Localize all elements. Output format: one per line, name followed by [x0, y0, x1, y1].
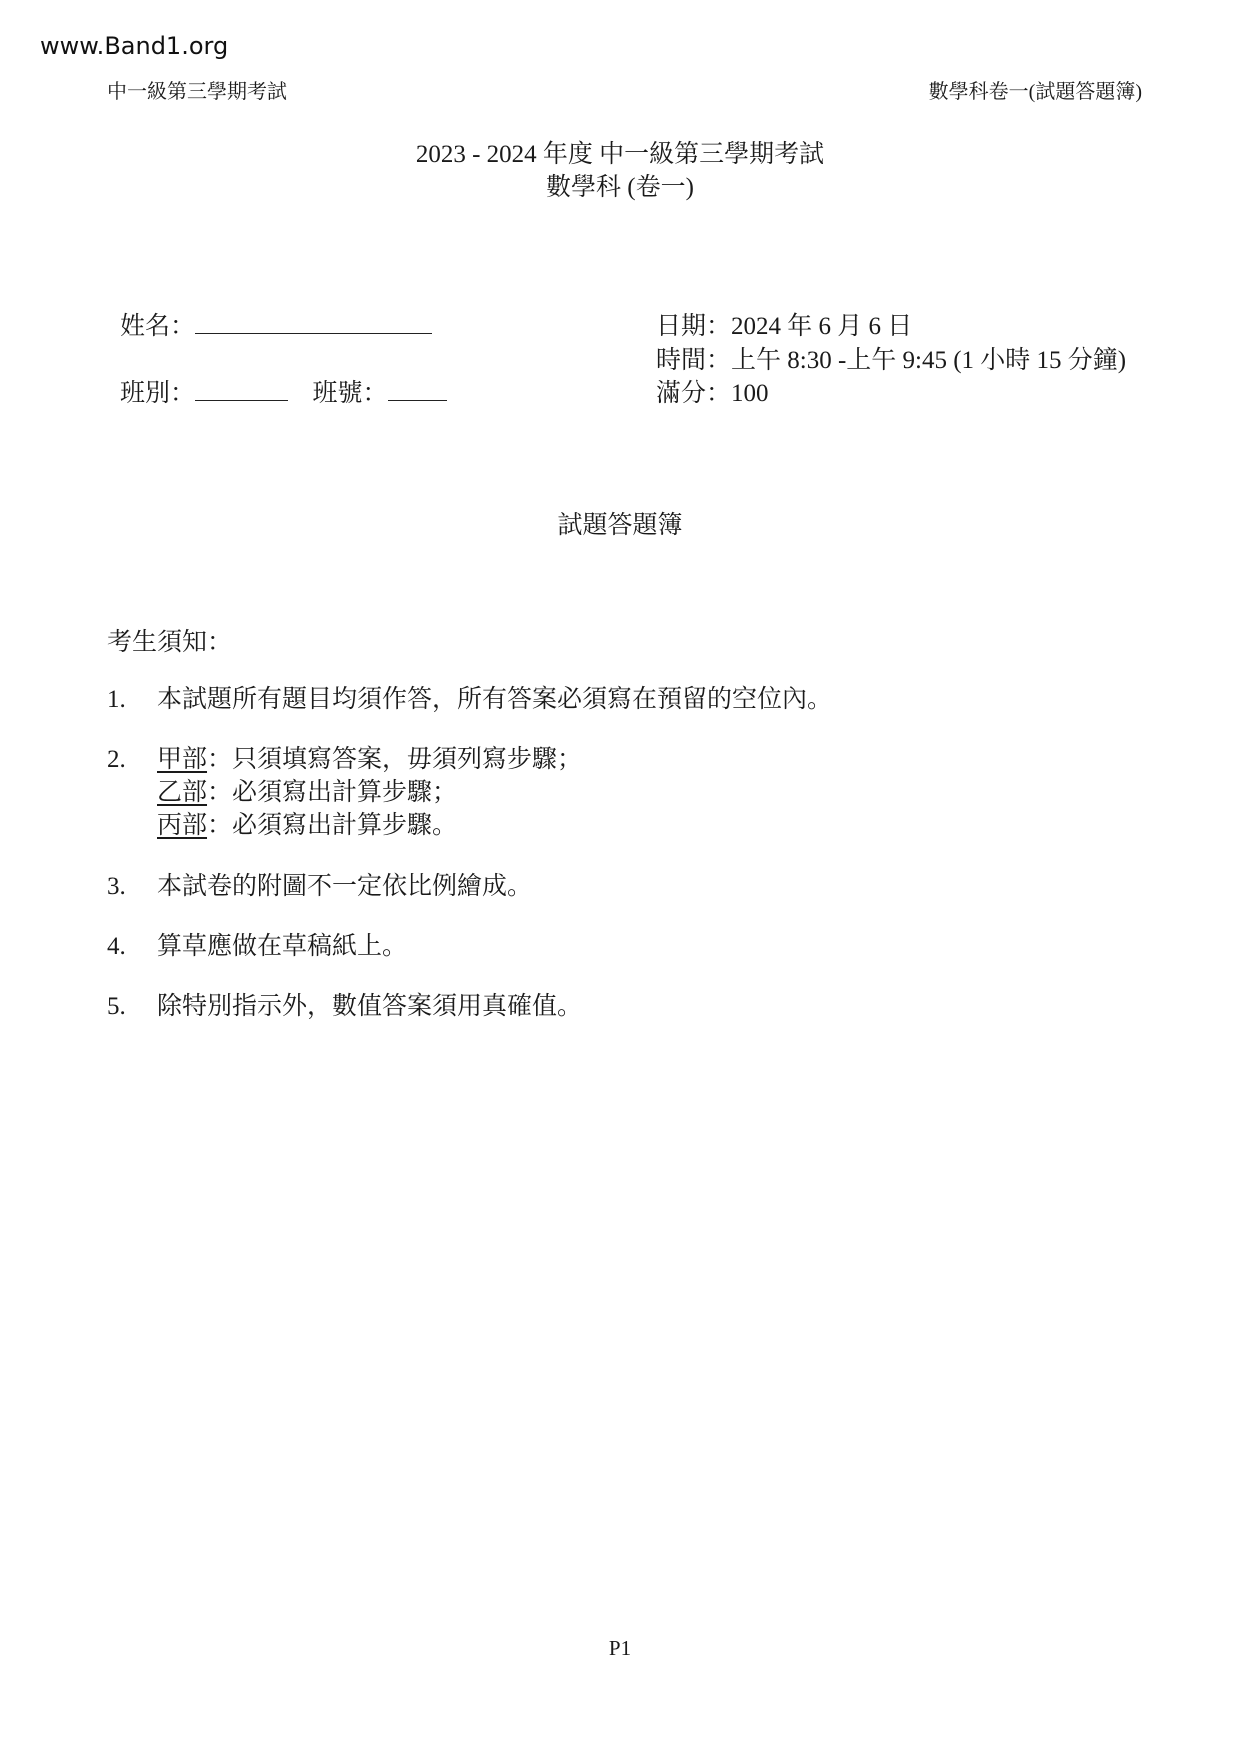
- item-number: 2.: [107, 746, 126, 773]
- class-label: 班別：: [120, 380, 196, 407]
- part-a-line: [157, 743, 582, 776]
- item-text: 本試卷的附圖不一定依比例繪成。: [157, 873, 533, 900]
- header-left: 中一級第三學期考試: [107, 81, 287, 103]
- date-field: 日期：2024 年 6 月 6 日: [656, 313, 913, 340]
- notice-heading: 考生須知：: [107, 629, 233, 656]
- section-title: 試題答題簿: [557, 512, 683, 539]
- time-field: 時間：上午 8:30 -上午 9:45 (1 小時 15 分鐘): [656, 347, 1127, 374]
- watermark: www.Band1.org: [40, 32, 229, 60]
- item-number: 4.: [107, 933, 126, 960]
- part-b-label: 乙部: [157, 779, 208, 806]
- part-c-label: 丙部: [157, 812, 208, 839]
- class-blank[interactable]: [195, 378, 288, 401]
- page-number: P1: [608, 1636, 632, 1660]
- item-parts: [157, 743, 582, 842]
- part-b-text: ：必須寫出計算步驟；: [207, 779, 458, 806]
- part-c-text: ：必須寫出計算步驟。: [207, 812, 458, 839]
- name-field: [120, 306, 432, 342]
- part-a-label: 甲部: [157, 746, 208, 773]
- part-c-line: [157, 809, 582, 842]
- part-b-line: [157, 776, 582, 809]
- full-marks-field: 滿分：100: [656, 380, 769, 407]
- header-right: 數學科卷一(試題答題簿): [928, 81, 1142, 103]
- class-no-blank[interactable]: [388, 378, 447, 401]
- item-number: 1.: [107, 686, 126, 713]
- class-field: [120, 373, 447, 409]
- exam-title: 2023 - 2024 年度 中一級第三學期考試: [415, 141, 825, 168]
- exam-subtitle: 數學科 (卷一): [546, 174, 694, 201]
- part-a-text: ：只須填寫答案，毋須列寫步驟；: [207, 746, 583, 773]
- item-text: 除特別指示外，數值答案須用真確值。: [157, 993, 583, 1020]
- item-text: 算草應做在草稿紙上。: [157, 933, 408, 960]
- item-number: 3.: [107, 873, 126, 900]
- class-no-label: 班號：: [312, 380, 388, 407]
- item-number: 5.: [107, 993, 126, 1020]
- name-label: 姓名：: [120, 313, 196, 340]
- item-text: 本試題所有題目均須作答，所有答案必須寫在預留的空位內。: [157, 686, 833, 713]
- name-blank[interactable]: [195, 311, 432, 334]
